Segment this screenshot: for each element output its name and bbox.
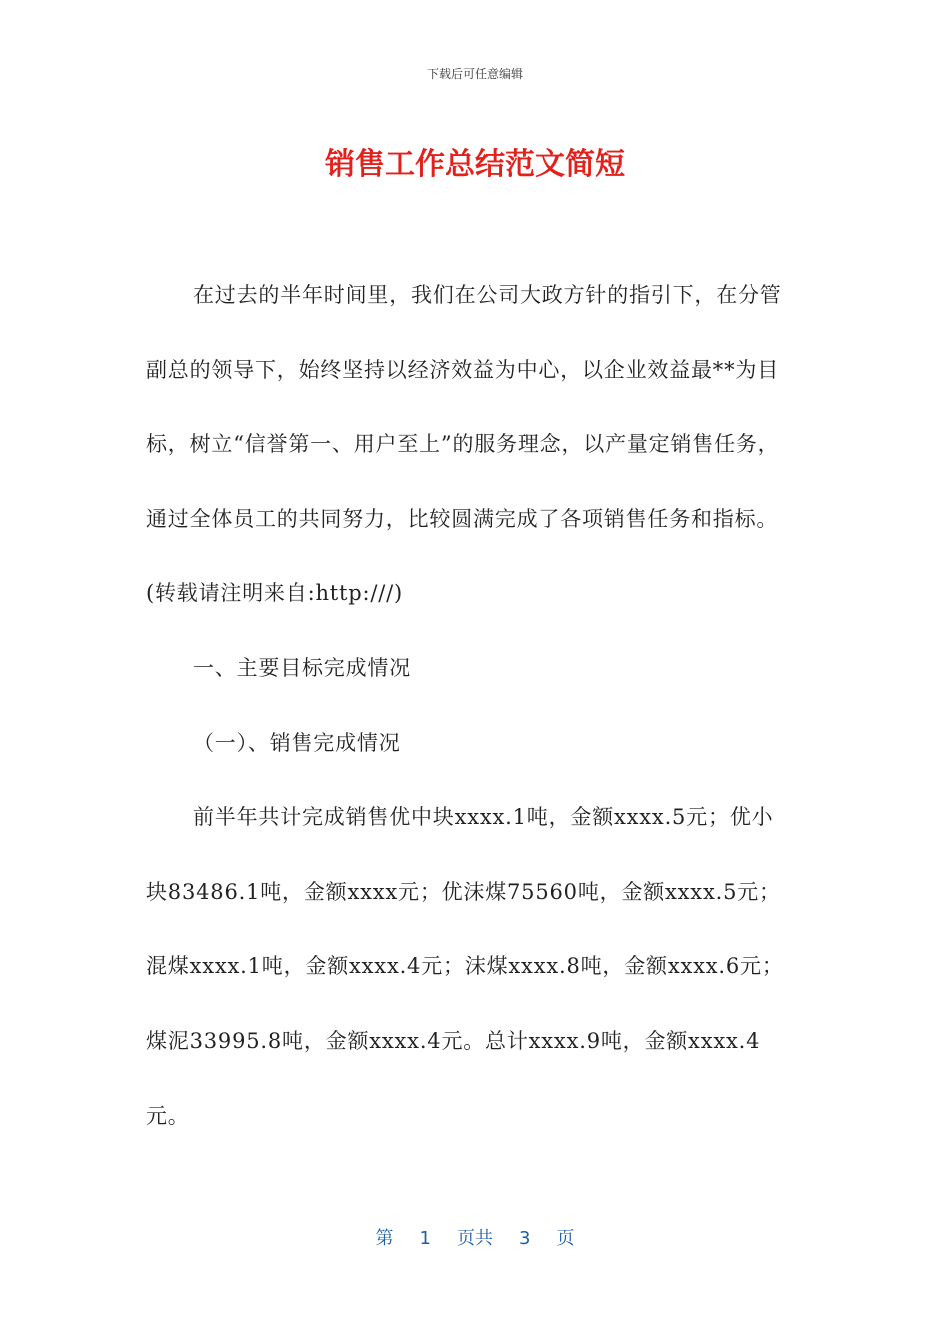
footer-page-suffix: 页: [556, 1228, 575, 1249]
footer-current-page: 1: [419, 1228, 431, 1249]
page-footer: [0, 1226, 950, 1252]
paragraph-sales-figures: 前半年共计完成销售优中块xxxx.1吨，金额xxxx.5元；优小块83486.1吨，金额xxxx元；优沫煤75560吨，金额xxxx.5元；混煤xxxx.1吨，金额xxxx.4元；沫煤xxxx.8吨，金额xxxx.6元；煤泥33995.8吨，金额xxxx.4元。总计xxxx.9吨，金额xxxx.4元。: [146, 805, 784, 1128]
footer-page-prefix: 第: [375, 1228, 394, 1249]
document-title: 销售工作总结范文简短: [325, 147, 625, 182]
section-heading-main-goals: 一、主要目标完成情况: [193, 655, 411, 680]
subsection-heading-sales: （一）、销售完成情况: [193, 730, 401, 755]
page-header-note: 下载后可任意编辑: [426, 67, 523, 81]
paragraph-intro: 在过去的半年时间里，我们在公司大政方针的指引下，在分管副总的领导下，始终坚持以经济效益为中心，以企业效益最**为目标，树立“信誉第一、用户至上”的服务理念，以产量定销售任务，通过全体员工的共同努力，比较圆满完成了各项销售任务和指标。(转载请注明来自:http:///): [146, 283, 782, 606]
document-body: [146, 258, 794, 1153]
footer-page-mid: 页共: [457, 1228, 493, 1249]
footer-total-pages: 3: [519, 1228, 531, 1249]
